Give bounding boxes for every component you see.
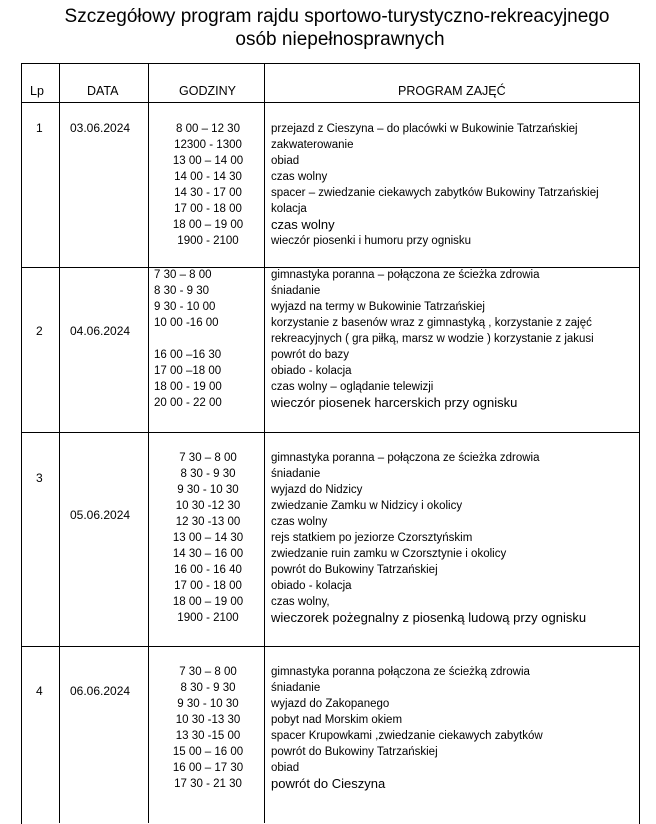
document-title-line-1: Szczegółowy program rajdu sportowo-turystyczno-rekreacyjnego	[64, 6, 610, 27]
time-slot: 14 30 – 16 00	[172, 548, 244, 560]
time-slot	[154, 331, 258, 347]
program-item: czas wolny	[271, 217, 335, 232]
row-program	[271, 450, 586, 626]
program-item: czas wolny	[271, 516, 328, 528]
time-slot: 18 00 – 19 00	[172, 596, 244, 608]
document-title-line-2: osób niepełnosprawnych	[235, 29, 445, 50]
program-item: wyjazd do Nidzicy	[271, 484, 363, 496]
row-date: 04.06.2024	[70, 324, 131, 338]
time-slot: 17 00 - 18 00	[174, 203, 242, 215]
time-slot: 15 00 – 16 00	[172, 746, 244, 758]
header-divider	[21, 102, 639, 103]
program-item: czas wolny	[271, 171, 328, 183]
program-item: pobyt nad Morskim okiem	[271, 714, 403, 726]
time-slot: 13 00 – 14 30	[172, 532, 244, 544]
time-slot: 8 00 – 12 30	[176, 123, 240, 135]
program-item: zwiedzanie ruin zamku w Czorsztynie i okolicy	[271, 548, 507, 560]
program-item: spacer – zwiedzanie ciekawych zabytków Bukowiny Tatrzańskiej	[271, 187, 599, 199]
program-item: wyjazd na termy w Bukowinie Tatrzańskiej	[271, 301, 485, 313]
time-slot: 1900 - 2100	[177, 612, 239, 624]
row-number: 3	[36, 471, 43, 485]
time-slot: 13 00 – 14 00	[172, 155, 244, 167]
program-item: powrót do Bukowiny Tatrzańskiej	[271, 746, 438, 758]
time-slot: 9 30 - 10 30	[177, 698, 239, 710]
program-item: czas wolny – oglądanie telewizji	[271, 381, 434, 393]
time-slot: 13 30 -15 00	[175, 730, 241, 742]
program-item: powrót do bazy	[271, 349, 349, 361]
program-item: czas wolny,	[271, 596, 330, 608]
program-item: rekreacyjnych ( gra piłką, marsz w wodzie ) korzystanie z jakusi	[271, 333, 594, 345]
program-item: wieczorek pożegnalny z piosenką ludową przy ognisku	[271, 610, 587, 625]
program-item: powrót do Bukowiny Tatrzańskiej	[271, 564, 438, 576]
row-times	[160, 664, 256, 792]
row-times	[160, 121, 256, 249]
row-date: 05.06.2024	[70, 508, 131, 522]
time-slot: 12300 - 1300	[174, 139, 242, 151]
time-slot: 8 30 - 9 30	[154, 285, 209, 297]
program-item: gimnastyka poranna – połączona ze ścieżka zdrowia	[271, 452, 540, 464]
time-slot: 14 30 - 17 00	[174, 187, 242, 199]
program-item: gimnastyka poranna połączona ze ścieżką zdrowia	[271, 666, 530, 678]
time-slot: 10 30 -13 30	[175, 714, 241, 726]
time-slot: 7 30 – 8 00	[179, 452, 237, 464]
header-date: DATA	[87, 84, 119, 98]
program-item: przejazd z Cieszyna – do placówki w Bukowinie Tatrzańskiej	[271, 123, 578, 135]
program-item: obiado - kolacja	[271, 580, 352, 592]
time-slot: 9 30 - 10 30	[177, 484, 239, 496]
program-item: kolacja	[271, 203, 307, 215]
time-slot: 14 00 - 14 30	[174, 171, 242, 183]
time-slot: 8 30 - 9 30	[180, 682, 236, 694]
time-slot: 20 00 - 22 00	[154, 397, 222, 409]
row-program	[271, 664, 543, 792]
program-item: gimnastyka poranna – połączona ze ścieżka zdrowia	[271, 269, 540, 281]
program-item: obiad	[271, 762, 300, 774]
row-times	[160, 450, 256, 626]
program-item: obiad	[271, 155, 300, 167]
row-number: 2	[36, 324, 43, 338]
program-item: śniadanie	[271, 468, 321, 480]
program-item: zakwaterowanie	[271, 139, 354, 151]
row-divider	[21, 646, 639, 647]
time-slot: 9 30 - 10 00	[154, 301, 216, 313]
row-number: 4	[36, 684, 43, 698]
program-item: wyjazd do Zakopanego	[271, 698, 390, 710]
header-lp: Lp	[30, 84, 44, 98]
time-slot: 18 00 – 19 00	[172, 219, 244, 231]
program-item: korzystanie z basenów wraz z gimnastyką , korzystanie z zajęć	[271, 317, 592, 329]
header-program: PROGRAM ZAJĘĆ	[398, 84, 506, 98]
row-date: 03.06.2024	[70, 121, 131, 135]
column-divider	[264, 63, 265, 823]
time-slot: 1900 - 2100	[177, 235, 239, 247]
program-item: wieczór piosenek harcerskich przy ognisku	[271, 395, 518, 410]
row-date: 06.06.2024	[70, 684, 131, 698]
time-slot: 18 00 - 19 00	[154, 381, 222, 393]
time-slot: 17 00 –18 00	[154, 365, 222, 377]
time-slot: 7 30 – 8 00	[179, 666, 237, 678]
program-item: wieczór piosenki i humoru przy ognisku	[271, 235, 472, 247]
program-item: obiado - kolacja	[271, 365, 352, 377]
time-slot: 10 30 -12 30	[175, 500, 241, 512]
time-slot: 16 00 - 16 40	[174, 564, 242, 576]
program-item: zwiedzanie Zamku w Nidzicy i okolicy	[271, 500, 463, 512]
time-slot: 17 00 - 18 00	[174, 580, 242, 592]
column-divider	[148, 63, 149, 823]
time-slot: 7 30 – 8 00	[154, 269, 212, 281]
program-item: powrót do Cieszyna	[271, 776, 386, 791]
row-program	[271, 121, 599, 249]
program-item: spacer Krupowkami ,zwiedzanie ciekawych zabytków	[271, 730, 543, 742]
row-times	[154, 267, 258, 411]
program-item: rejs statkiem po jeziorze Czorsztyńskim	[271, 532, 473, 544]
column-divider	[59, 63, 60, 823]
time-slot: 10 00 -16 00	[154, 317, 219, 329]
row-program	[271, 267, 594, 411]
program-item: śniadanie	[271, 285, 321, 297]
header-hours: GODZINY	[179, 84, 236, 98]
row-number: 1	[36, 121, 43, 135]
row-divider	[21, 432, 639, 433]
time-slot: 8 30 - 9 30	[180, 468, 236, 480]
time-slot: 16 00 – 17 30	[172, 762, 244, 774]
time-slot: 16 00 –16 30	[154, 349, 222, 361]
time-slot: 17 30 - 21 30	[174, 778, 242, 790]
time-slot: 12 30 -13 00	[175, 516, 241, 528]
program-item: śniadanie	[271, 682, 321, 694]
